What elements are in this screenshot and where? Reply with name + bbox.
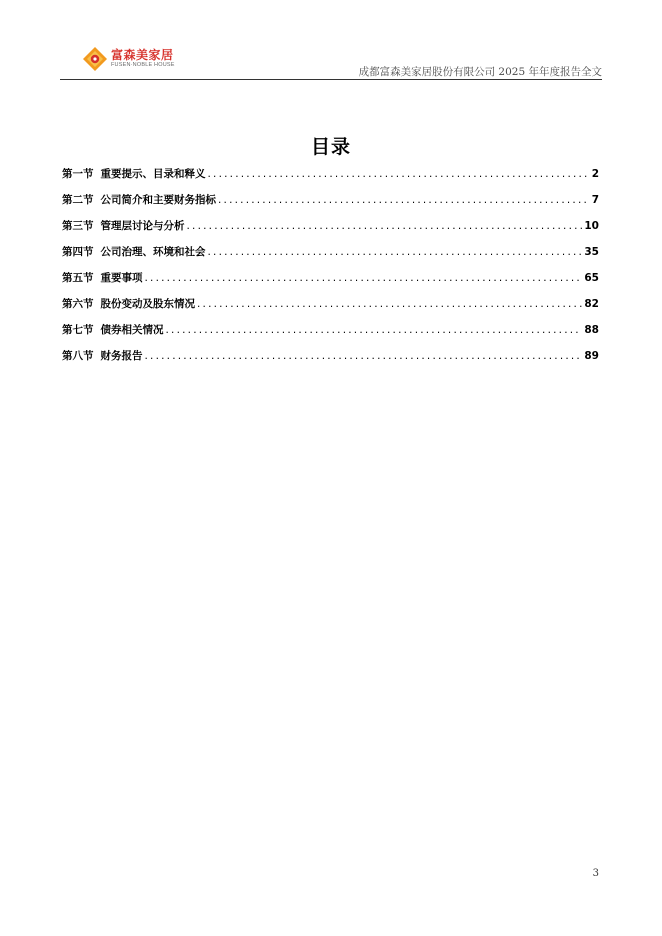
toc-entry-name: 重要事项 [100, 272, 143, 284]
header-divider [60, 79, 602, 80]
toc-dot-leader [145, 350, 583, 362]
toc-entry-page: 65 [584, 272, 599, 284]
toc-dot-leader [145, 272, 583, 284]
toc-entry-page: 89 [584, 350, 599, 362]
toc-entry-name: 债券相关情况 [100, 324, 164, 336]
toc-entry-section: 第七节 [62, 324, 94, 336]
toc-entry-page: 88 [584, 324, 599, 336]
toc-dot-leader [187, 220, 583, 232]
toc-entry-section: 第三节 [62, 220, 94, 232]
toc-entry[interactable] [62, 192, 599, 218]
logo-wordmark [111, 49, 175, 69]
toc-entry-page: 2 [591, 168, 599, 180]
page-header [60, 40, 602, 80]
toc-entry-page: 10 [584, 220, 599, 232]
company-logo [82, 46, 175, 72]
report-header-title: 成都富森美家居股份有限公司 2025 年年度报告全文 [358, 66, 602, 78]
toc-entry-name: 公司治理、环境和社会 [100, 246, 206, 258]
toc-entry-page: 7 [591, 194, 599, 206]
fusen-diamond-logo-icon [82, 46, 108, 72]
toc-dot-leader [208, 246, 583, 258]
toc-entry[interactable] [62, 166, 599, 192]
logo-en-text: FUSEN·NOBLE HOUSE [111, 62, 175, 69]
toc-entry[interactable] [62, 244, 599, 270]
toc-entry[interactable] [62, 296, 599, 322]
toc-entry-page: 35 [584, 246, 599, 258]
toc-entry[interactable] [62, 218, 599, 244]
toc-entry[interactable] [62, 348, 599, 374]
toc-dot-leader [208, 168, 590, 180]
toc-entry-section: 第六节 [62, 298, 94, 310]
toc-entry[interactable] [62, 322, 599, 348]
toc-entry[interactable] [62, 270, 599, 296]
toc-entry-name: 管理层讨论与分析 [100, 220, 185, 232]
toc-entry-section: 第四节 [62, 246, 94, 258]
toc-dot-leader [197, 298, 582, 310]
toc-entry-section: 第一节 [62, 168, 94, 180]
toc-entry-section: 第五节 [62, 272, 94, 284]
toc-entry-name: 股份变动及股东情况 [100, 298, 195, 310]
toc-entry-name: 财务报告 [100, 350, 143, 362]
toc-entry-page: 82 [584, 298, 599, 310]
toc-dot-leader [218, 194, 590, 206]
table-of-contents [62, 166, 599, 374]
toc-entry-section: 第八节 [62, 350, 94, 362]
logo-cn-text: 富森美家居 [111, 48, 174, 63]
toc-entry-section: 第二节 [62, 194, 94, 206]
toc-entry-name: 重要提示、目录和释义 [100, 168, 206, 180]
page-number: 3 [592, 868, 599, 879]
toc-title: 目录 [310, 136, 351, 158]
toc-entry-name: 公司简介和主要财务指标 [100, 194, 216, 206]
toc-dot-leader [166, 324, 583, 336]
